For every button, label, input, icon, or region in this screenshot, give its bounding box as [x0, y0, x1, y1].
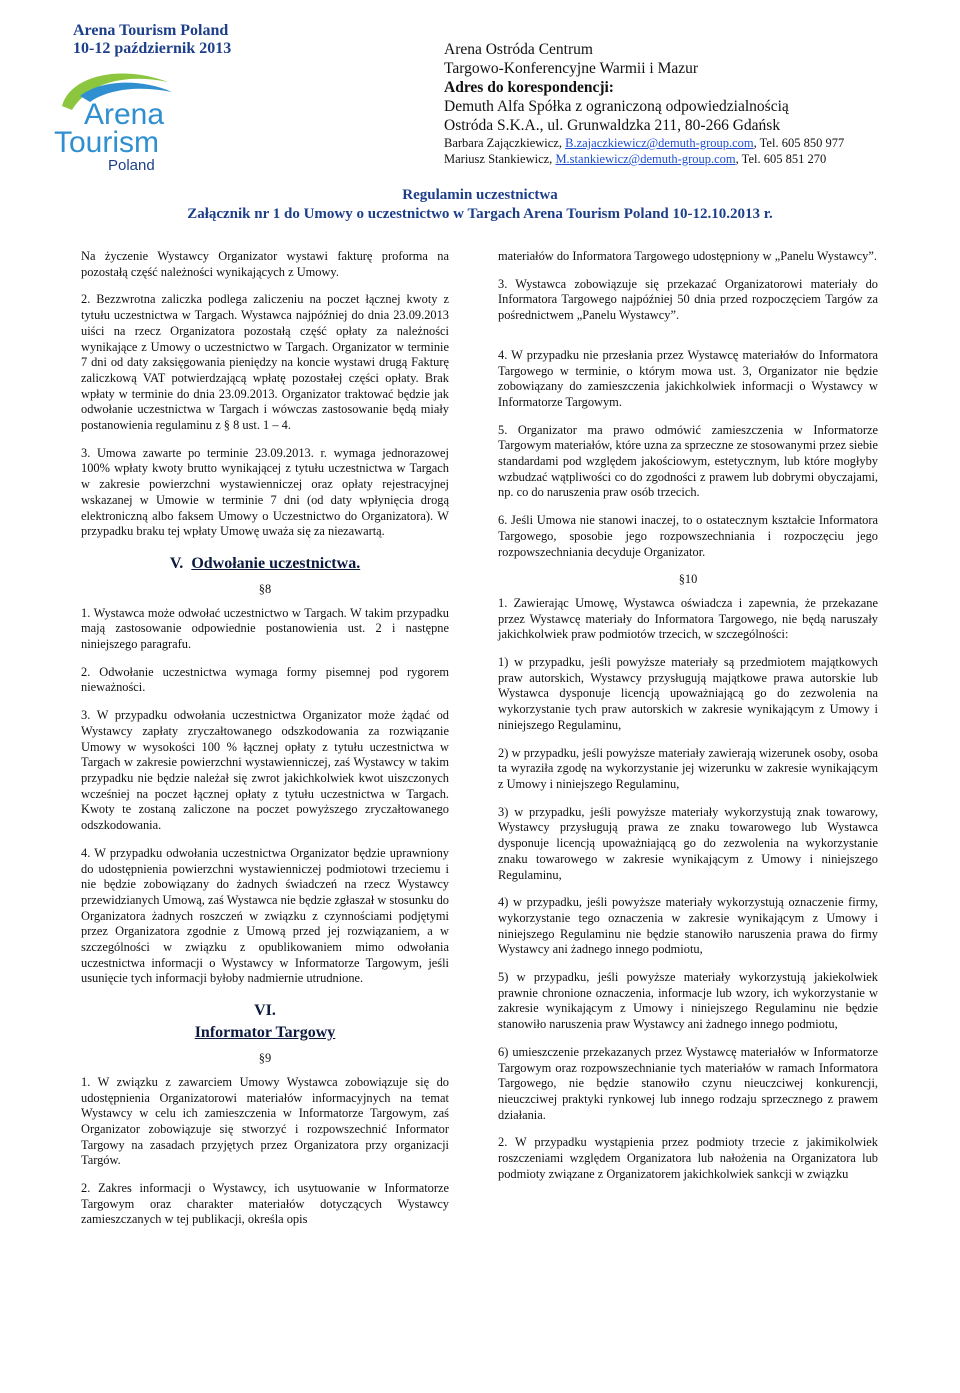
list-item: 6) umieszczenie przekazanych przez Wystawcę materiałów w Informatorze Targowym oraz rozpowszechnianie tych materiałów w ramach Informatora Targowego, nie będzie stanowiło czynu nieuczciwej konkurencji, nieuczciwej praktyki rynkowej lub innego rodzaju sprzecznego z prawem działania.	[498, 1044, 878, 1122]
event-dates: 10-12 październik 2013	[73, 40, 232, 57]
list-item: 2) w przypadku, jeśli powyższe materiały zawierają wizerunek osoby, osoba ta wyraziła zgodę na wykorzystanie jej wizerunku w zakresie wynikającym z Umowy i niniejszego Regulaminu,	[498, 745, 878, 791]
paragraph: 6. Jeśli Umowa nie stanowi inaczej, to o ostatecznym kształcie Informatora Targowego, sposobie jego rozpowszechniania i rozpoczęciu jego rozpowszechniania decyduje Organizator.	[498, 513, 878, 559]
event-name: Arena Tourism Poland	[73, 22, 229, 39]
contact-email-link[interactable]: M.stankiewicz@demuth-group.com	[555, 152, 736, 166]
document-titles	[0, 186, 960, 224]
chapter-heading	[81, 554, 449, 574]
paragraph: 2. Bezzwrotna zaliczka podlega zaliczeniu na poczet łącznej kwoty z tytułu uczestnictwa w Targach. Wystawca najpóźniej do dnia 23.09.2013 uiści na rzecz Organizatora pozostałą część opłaty za należności wynikające z Umowy o uczestnictwo w Targach. Organizator w terminie 7 dni od daty zaksięgowania pieniędzy na koncie wystawi drugą Fakturę zaliczkową VAT potwierdzającą wpłatę pozostałej części opłaty. Brak wpłaty w terminie do dnia 23.09.2013. Organizator traktować będzie jak odwołanie uczestnictwa w Targach i wówczas zastosowanie będą miały postanowienia regulaminu z § 8 ust. 1 – 4.	[81, 292, 449, 433]
paragraph: 2. Zakres informacji o Wystawcy, ich usytuowanie w Informatorze Targowym oraz charakter materiałów dotyczących Wystawcy zamieszczanych w tej publikacji, określa opis	[81, 1181, 449, 1227]
paragraph: 4. W przypadku nie przesłania przez Wystawcę materiałów do Informatora Targowego w terminie, o którym mowa ust. 3, Organizator nie będzie zobowiązany do zamieszczenia jakichkolwiek informacji o Wystawcy w Informatorze Targowym.	[498, 347, 878, 409]
list-item: 5) w przypadku, jeśli powyższe materiały wykorzystują jakiekolwiek prawnie chronione oznaczenia, informacje lub wzory, ich wykorzystanie w zakresie wynikającym z Umowy i niniejszego Regulaminu nie będzie stanowiło naruszenia praw Wystawcy ani żadnego innego podmiotu,	[498, 970, 878, 1032]
logo-text-tourism: Tourism	[54, 126, 160, 159]
contact-email-link[interactable]: B.zajaczkiewicz@demuth-group.com	[565, 136, 754, 150]
paragraph: 2. W przypadku wystąpienia przez podmioty trzecie z jakimikolwiek roszczeniami względem Organizatora lub nałożenia na Organizatora lub podmioty związane z Organizatorem jakichkolwiek sankcji w związku	[498, 1135, 878, 1181]
paragraph: 1. Wystawca może odwołać uczestnictwo w Targach. W takim przypadku mają zastosowanie odpowiednie postanowienia ust. 2 i następne niniejszego paragrafu.	[81, 605, 449, 652]
chapter-title: Odwołanie uczestnictwa.	[191, 554, 361, 572]
right-column	[498, 249, 878, 1194]
list-item: 3) w przypadku, jeśli powyższe materiały wykorzystują znak towarowy, Wystawcy przysługują prawa ze znaku towarowego lub Wystawca dysponuje licencją upoważniającą go do zezwolenia na wykorzystanie znaku towarowego w zakresie wynikającym z Umowy i niniejszego Regulaminu,	[498, 804, 878, 882]
logo-text-poland: Poland	[108, 157, 155, 174]
contact-phone: , Tel. 605 851 270	[735, 152, 827, 166]
document-subtitle: Załącznik nr 1 do Umowy o uczestnictwo w Targach Arena Tourism Poland 10-12.10.2013 r.	[187, 206, 773, 222]
paragraph-number: §10	[678, 572, 698, 587]
paragraph: 3. Umowa zawarte po terminie 23.09.2013. r. wymaga jednorazowej 100% wpłaty kwoty brutto wynikającej z tytułu uczestnictwa w Targach w zakresie powierzchni wystawienniczej oraz opłaty rejestracyjnej wskazanej w Umowie w terminie 7 dni (od daty wpłynięcia drogą elektroniczną albo faksem Umowy o Uczestnictwo do Organizatora). W przypadku braku tej wpłaty Umowę uważa się za niezawartą.	[81, 445, 449, 539]
paragraph: Na życzenie Wystawcy Organizator wystawi fakturę proforma na pozostałą część należności wynikających z Umowy.	[81, 249, 449, 279]
contact-row	[444, 151, 944, 167]
organizer-block	[444, 40, 944, 167]
venue-line-2: Targowo-Konferencyjne Warmii i Mazur	[444, 60, 699, 77]
event-header	[73, 22, 433, 58]
document-title: Regulamin uczestnictwa	[402, 187, 558, 203]
logo-text-arena: Arena	[84, 98, 165, 131]
paragraph: 3. W przypadku odwołania uczestnictwa Organizator może żądać od Wystawcy zapłaty zryczałtowanego odszkodowania za rozwiązanie Umowy w wysokości 100 % łącznej opłaty z tytułu uczestnictwa w Targach w zakresie powierzchni wystawienniczej, zaś Wystawcy w takim przypadku nie będzie należał się zwrot jakichkolwiek kwot uiszczonych wcześniej na poczet łącznej opłaty z tytułu uczestnictwa w Targach. Kwoty te zostaną zaliczone na poczet powyższego zryczałtowanego odszkodowania.	[81, 708, 449, 833]
contact-name: Mariusz Stankiewicz,	[444, 152, 556, 166]
contact-phone: , Tel. 605 850 977	[753, 136, 845, 150]
paragraph: 2. Odwołanie uczestnictwa wymaga formy pisemnej pod rygorem nieważności.	[81, 664, 449, 695]
paragraph: materiałów do Informatora Targowego udostępniony w „Panelu Wystawcy”.	[498, 249, 877, 263]
contact-name: Barbara Zajączkiewicz,	[444, 136, 566, 150]
paragraph: 3. Wystawca zobowiązuje się przekazać Organizatorowi materiały do Informatora Targowego najpóźniej 50 dnia przed rozpoczęciem Targów za pośrednictwem „Panelu Wystawcy”.	[498, 276, 878, 323]
venue-line-1: Arena Ostróda Centrum	[444, 41, 593, 58]
list-item: 1) w przypadku, jeśli powyższe materiały są przedmiotem majątkowych praw autorskich, Wystawcy przysługują majątkowe prawa autorskie lub Wystawca dysponuje licencją upoważniającą go do zezwolenia na wykorzystanie tych praw autorskich w zakresie wynikającym z Umowy i niniejszego Regulaminu,	[498, 655, 878, 732]
paragraph: 5. Organizator ma prawo odmówić zamieszczenia w Informatorze Targowym materiałów, które uzna za sprzeczne ze stosowanymi przez siebie standardami pod względem jakościowym, estetycznym, lub które mogłyby wzbudzać wątpliwości co do zgodności z prawem lub dobrymi obyczajami, np. co do naruszenia praw osób trzecich.	[498, 422, 878, 500]
chapter-number: V.	[169, 554, 184, 572]
chapter-title: Informator Targowy	[194, 1024, 336, 1042]
contact-row	[444, 135, 944, 151]
company-address: Ostróda S.K.A., ul. Grunwaldzka 211, 80-266 Gdańsk	[444, 117, 781, 134]
company-name: Demuth Alfa Spółka z ograniczoną odpowiedzialnością	[444, 98, 789, 115]
list-item: 4) w przypadku, jeśli powyższe materiały wykorzystują oznaczenie firmy, wykorzystanie tego oznaczenia w zakresie wynikającym z Umowy i niniejszego Regulaminu nie będzie stanowiło naruszenia prawa do firmy Wystawcy ani żadnego innego podmiotu,	[498, 895, 878, 957]
chapter-number: VI.	[254, 1002, 276, 1020]
arena-tourism-logo	[50, 66, 190, 174]
address-label: Adres do korespondencji:	[444, 79, 614, 96]
left-column	[81, 249, 449, 1240]
paragraph-number: §9	[258, 1051, 272, 1066]
paragraph-number: §8	[258, 581, 272, 596]
paragraph: 4. W przypadku odwołania uczestnictwa Organizator będzie uprawniony do udostępnienia powierzchni wystawienniczej podmiotowi trzeciemu i nie będzie zobowiązany do żadnych świadczeń na rzecz Wystawcy przewidzianych Umową, zaś Wystawca nie będzie zgłaszał w stosunku do Organizatora żadnych roszczeń w związku z czynnościami podjętymi przez Organizatora zgodnie z Umową przed jej rozwiązaniem, a w szczególności w związku z opublikowaniem mimo odwołania uczestnictwa informacji o Wystawcy w Informatorze Targowym, jeśli usunięcie tych informacji byłoby nadmiernie utrudnione.	[81, 845, 449, 986]
paragraph: 1. W związku z zawarciem Umowy Wystawca zobowiązuje się do udostępnienia Organizatorowi materiałów informacyjnych na temat Wystawcy w celu ich zamieszczenia w Informatorze Targowym, zaś Organizator zobowiązuje się stworzyć i rozpowszechnić Informator Targowy na zasadach przyjętych przez Organizatora przy organizacji Targów.	[81, 1074, 449, 1168]
paragraph: 1. Zawierając Umowę, Wystawca oświadcza i zapewnia, że przekazane przez Wystawcę materiały do Informatora Targowego, nie będą naruszały jakichkolwiek praw podmiotów trzecich, w szczególności:	[498, 595, 878, 642]
